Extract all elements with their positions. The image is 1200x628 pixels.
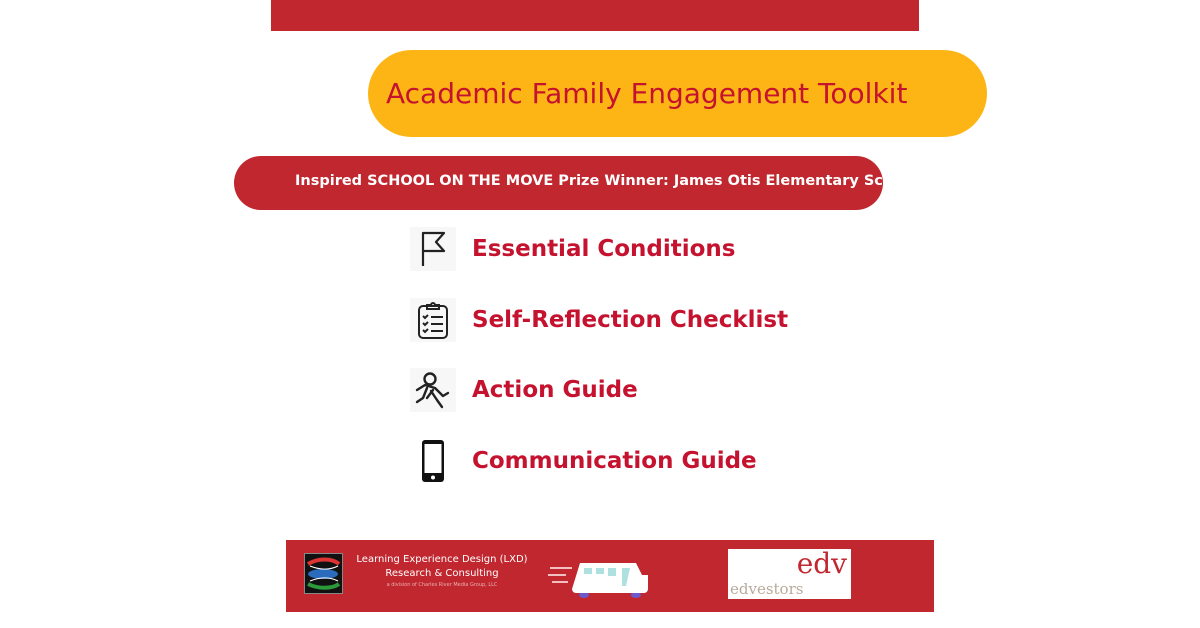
footer-logos-bar	[286, 540, 934, 612]
lxd-line-2: Research & Consulting	[385, 568, 499, 579]
top-banner-bar	[271, 0, 919, 31]
lxd-line-1: Learning Experience Design (LXD)	[356, 554, 528, 565]
item-label: Essential Conditions	[472, 236, 736, 262]
edvestors-logo	[728, 549, 851, 599]
lxd-logo-text	[346, 553, 538, 589]
edvestors-wordmark: edvestors	[730, 580, 804, 598]
lxd-logo-icon	[304, 553, 343, 594]
page-title: Academic Family Engagement Toolkit	[386, 77, 908, 110]
item-communication-guide[interactable]	[410, 438, 757, 484]
item-action-guide[interactable]	[410, 367, 638, 413]
edv-mark: edv	[796, 547, 847, 580]
running-person-icon	[410, 368, 456, 412]
clipboard-checklist-icon	[410, 298, 456, 342]
lxd-line-3: a division of Charles River Media Group, LLC	[386, 582, 498, 588]
subtitle: Inspired SCHOOL ON THE MOVE Prize Winner: James Otis Elementary School	[295, 173, 919, 189]
item-label: Self-Reflection Checklist	[472, 307, 789, 333]
subtitle-banner	[234, 156, 919, 210]
smartphone-icon	[410, 439, 456, 483]
item-essential-conditions[interactable]	[410, 226, 736, 272]
moving-bus-icon	[548, 560, 650, 604]
item-label: Communication Guide	[472, 448, 757, 474]
item-label: Action Guide	[472, 377, 638, 403]
title-banner	[368, 50, 987, 137]
flag-icon	[410, 227, 456, 271]
item-self-reflection-checklist[interactable]	[410, 297, 788, 343]
